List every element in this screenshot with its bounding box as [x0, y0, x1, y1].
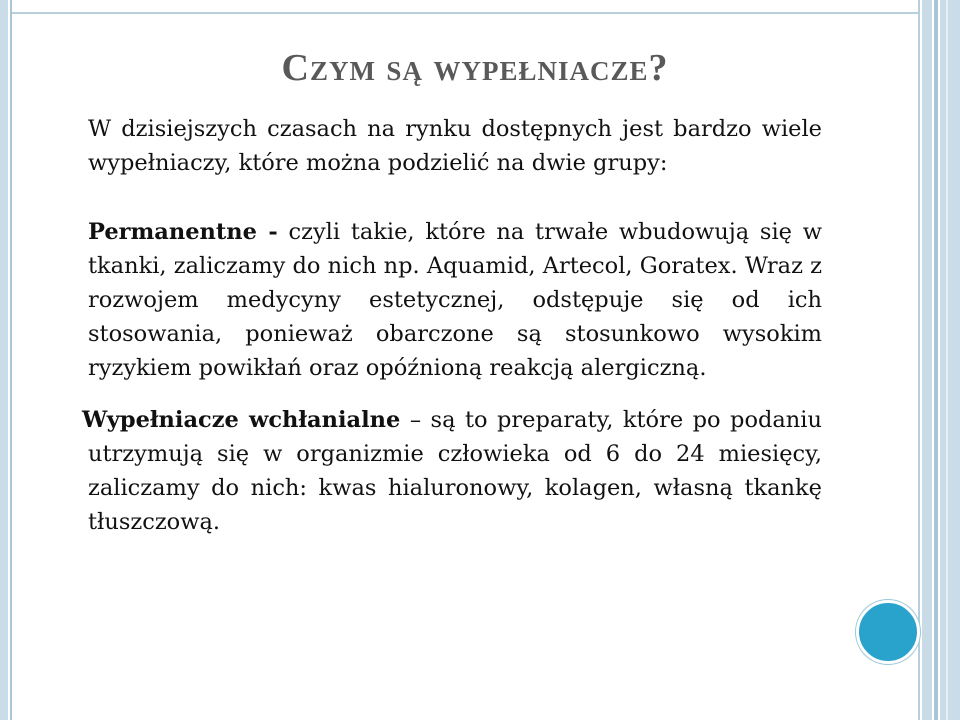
permanent-text: czyli takie, które na trwałe wbudowują się w tkanki, zaliczamy do nich np. Aquamid, Artecol, Goratex. Wraz z rozwojem medycyny estetycznej, odstępuje się od ich stosowania, ponieważ obarczone są stosunkowo wysokim ryzykiem powikłań oraz opóźnioną reakcją alergiczną.: [88, 219, 822, 381]
right-frame-stripe: [922, 0, 932, 720]
permanent-term: Permanentne -: [88, 219, 278, 245]
absorbable-paragraph: [82, 403, 822, 539]
decorative-circle-icon: [856, 600, 920, 664]
right-frame-line: [918, 0, 920, 720]
absorbable-term: Wypełniacze wchłanialne: [82, 407, 401, 433]
intro-text: W dzisiejszych czasach na rynku dostępnych jest bardzo wiele wypełniaczy, które można podzielić na dwie grupy:: [88, 116, 822, 176]
right-frame-line-2: [934, 0, 938, 720]
left-frame-stripe: [0, 0, 8, 720]
permanent-paragraph: [88, 215, 822, 385]
top-frame-line: [12, 0, 918, 14]
intro-paragraph: [88, 112, 822, 180]
slide-title: Czym są wypełniacze?: [281, 47, 669, 89]
right-frame-highlight: [946, 0, 948, 720]
left-frame-line: [10, 0, 12, 720]
right-frame-band: [940, 0, 960, 720]
slide-body: [82, 112, 822, 539]
absorbable-text: – są to preparaty, które po podaniu utrzymują się w organizmie człowieka od 6 do 24 miesięcy, zaliczamy do nich: kwas hialuronowy, kolagen, własną tkankę tłuszczową.: [88, 407, 822, 535]
